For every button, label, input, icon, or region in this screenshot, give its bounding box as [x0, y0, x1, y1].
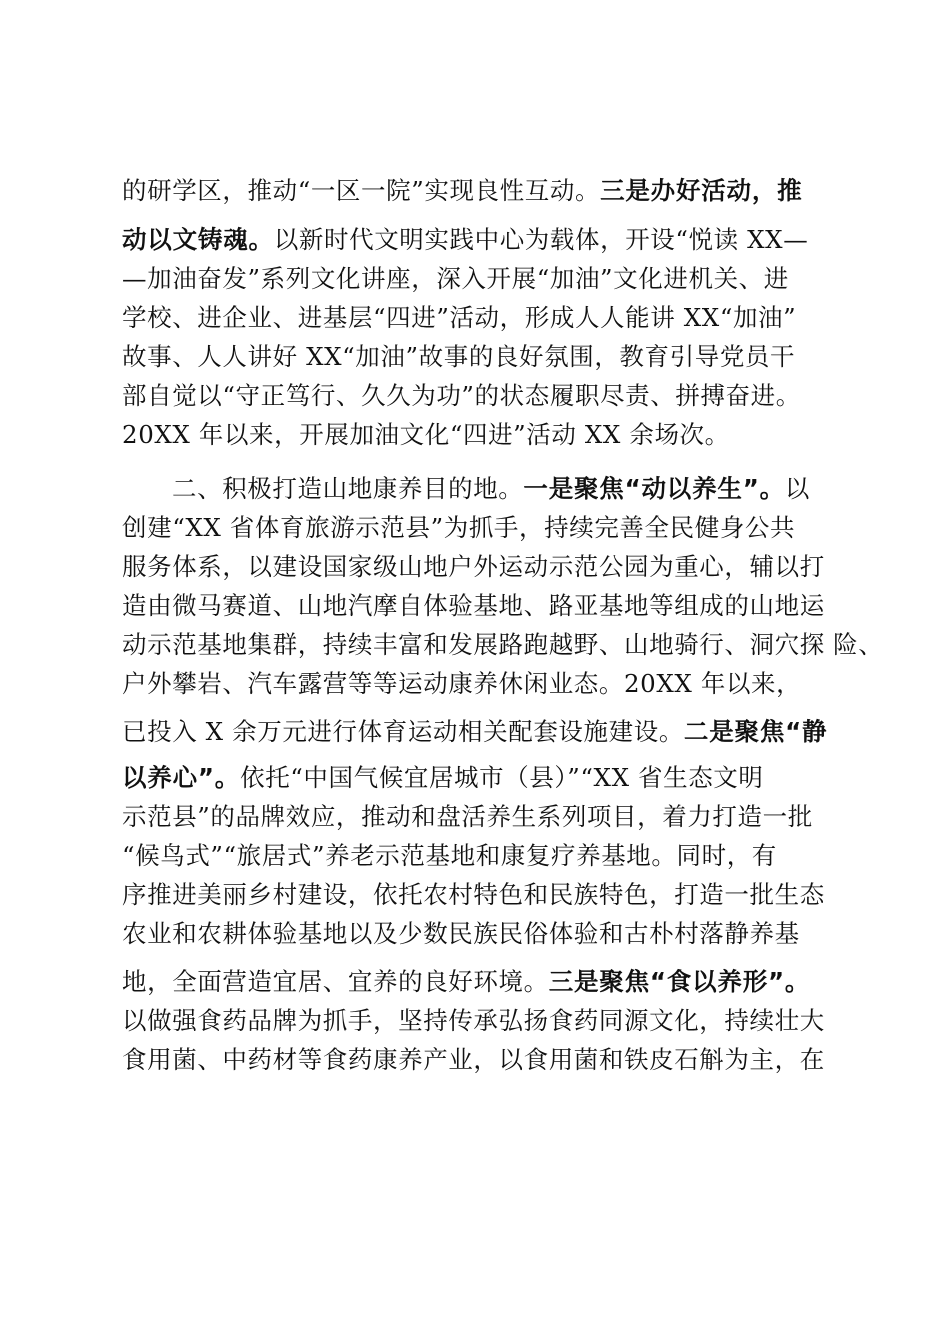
text-line-1	[122, 176, 802, 206]
plain-text: —加油奋发”系列文化讲座，深入开展“加油”文化进机关、进	[122, 264, 789, 293]
text-line-8	[172, 474, 810, 504]
bold-heading: 动以文铸魂。	[122, 225, 274, 254]
text-line-2	[122, 225, 808, 255]
plain-text: 地，全面营造宜居、宜养的良好环境。	[122, 967, 549, 996]
plain-text: 服务体系，以建设国家级山地户外运动示范公园为重心，辅以打	[122, 552, 825, 581]
text-line-13	[122, 669, 801, 699]
bold-heading: 一是聚焦“动以养生”。	[523, 474, 785, 503]
plain-text: 动示范基地集群，持续丰富和发展路跑越野、山地骑行、洞穴探 险、	[122, 630, 884, 659]
text-line-10	[122, 552, 825, 582]
text-line-21	[122, 1006, 825, 1036]
text-line-3	[122, 264, 789, 294]
plain-text: 以做强食药品牌为抓手，坚持传承弘扬食药同源文化，持续壮大	[122, 1006, 825, 1035]
plain-text: 故事、人人讲好 XX“加油”故事的良好氛围，教育引导党员干	[122, 342, 796, 371]
bold-heading: 三是聚焦“食以养形”。	[548, 967, 811, 996]
text-line-16	[122, 802, 813, 832]
plain-text: 造由微马赛道、山地汽摩自体验基地、路亚基地等组成的山地运	[122, 591, 825, 620]
plain-text: “候鸟式”“旅居式”养老示范基地和康复疗养基地。同时，有	[122, 841, 777, 870]
text-line-19	[122, 919, 800, 949]
plain-text: 的研学区，推动“一区一院”实现良性互动。	[122, 176, 601, 205]
plain-text: 二、积极打造山地康养目的地。	[172, 474, 524, 503]
text-line-20	[122, 967, 810, 997]
text-line-11	[122, 591, 825, 621]
text-line-6	[122, 381, 801, 411]
text-line-4	[122, 303, 796, 333]
text-line-15	[122, 763, 764, 793]
plain-text: 序推进美丽乡村建设，依托农村特色和民族特色，打造一批生态	[122, 880, 825, 909]
plain-text: 创建“XX 省体育旅游示范县”为抓手，持续完善全民健身公共	[122, 513, 796, 542]
plain-text: 食用菌、中药材等食药康养产业，以食用菌和铁皮石斛为主，在	[122, 1045, 825, 1074]
plain-text: 已投入 X 余万元进行体育运动相关配套设施建设。	[122, 717, 684, 746]
plain-text: 学校、进企业、进基层“四进”活动，形成人人能讲 XX“加油”	[122, 303, 797, 332]
plain-text: 户外攀岩、汽车露营等等运动康养休闲业态。20XX 年以来，	[122, 669, 802, 698]
text-line-18	[122, 880, 825, 910]
plain-text: 示范县”的品牌效应，推动和盘活养生系列项目，着力打造一批	[122, 802, 813, 831]
plain-text: 20XX 年以来，开展加油文化“四进”活动 XX 余场次。	[122, 420, 730, 449]
plain-text: 农业和农耕体验基地以及少数民族民俗体验和古朴村落静养基	[122, 919, 800, 948]
plain-text: 部自觉以“守正笃行、久久为功”的状态履职尽责、拼搏奋进。	[122, 381, 801, 410]
plain-text: 以新时代文明实践中心为载体，开设“悦读 XX—	[273, 225, 809, 254]
text-line-22	[122, 1045, 825, 1075]
bold-heading: 以养心”。	[122, 763, 241, 792]
plain-text: 以	[784, 474, 811, 503]
text-line-9	[122, 513, 795, 543]
text-line-14	[122, 717, 827, 747]
text-line-7	[122, 420, 730, 450]
plain-text: 依托“中国气候宜居城市（县）”“XX 省生态文明	[240, 763, 764, 792]
bold-heading: 三是办好活动，推	[600, 176, 803, 205]
text-line-5	[122, 342, 795, 372]
text-line-17	[122, 841, 777, 871]
bold-heading: 二是聚焦“静	[683, 717, 828, 746]
text-line-12	[122, 630, 883, 660]
